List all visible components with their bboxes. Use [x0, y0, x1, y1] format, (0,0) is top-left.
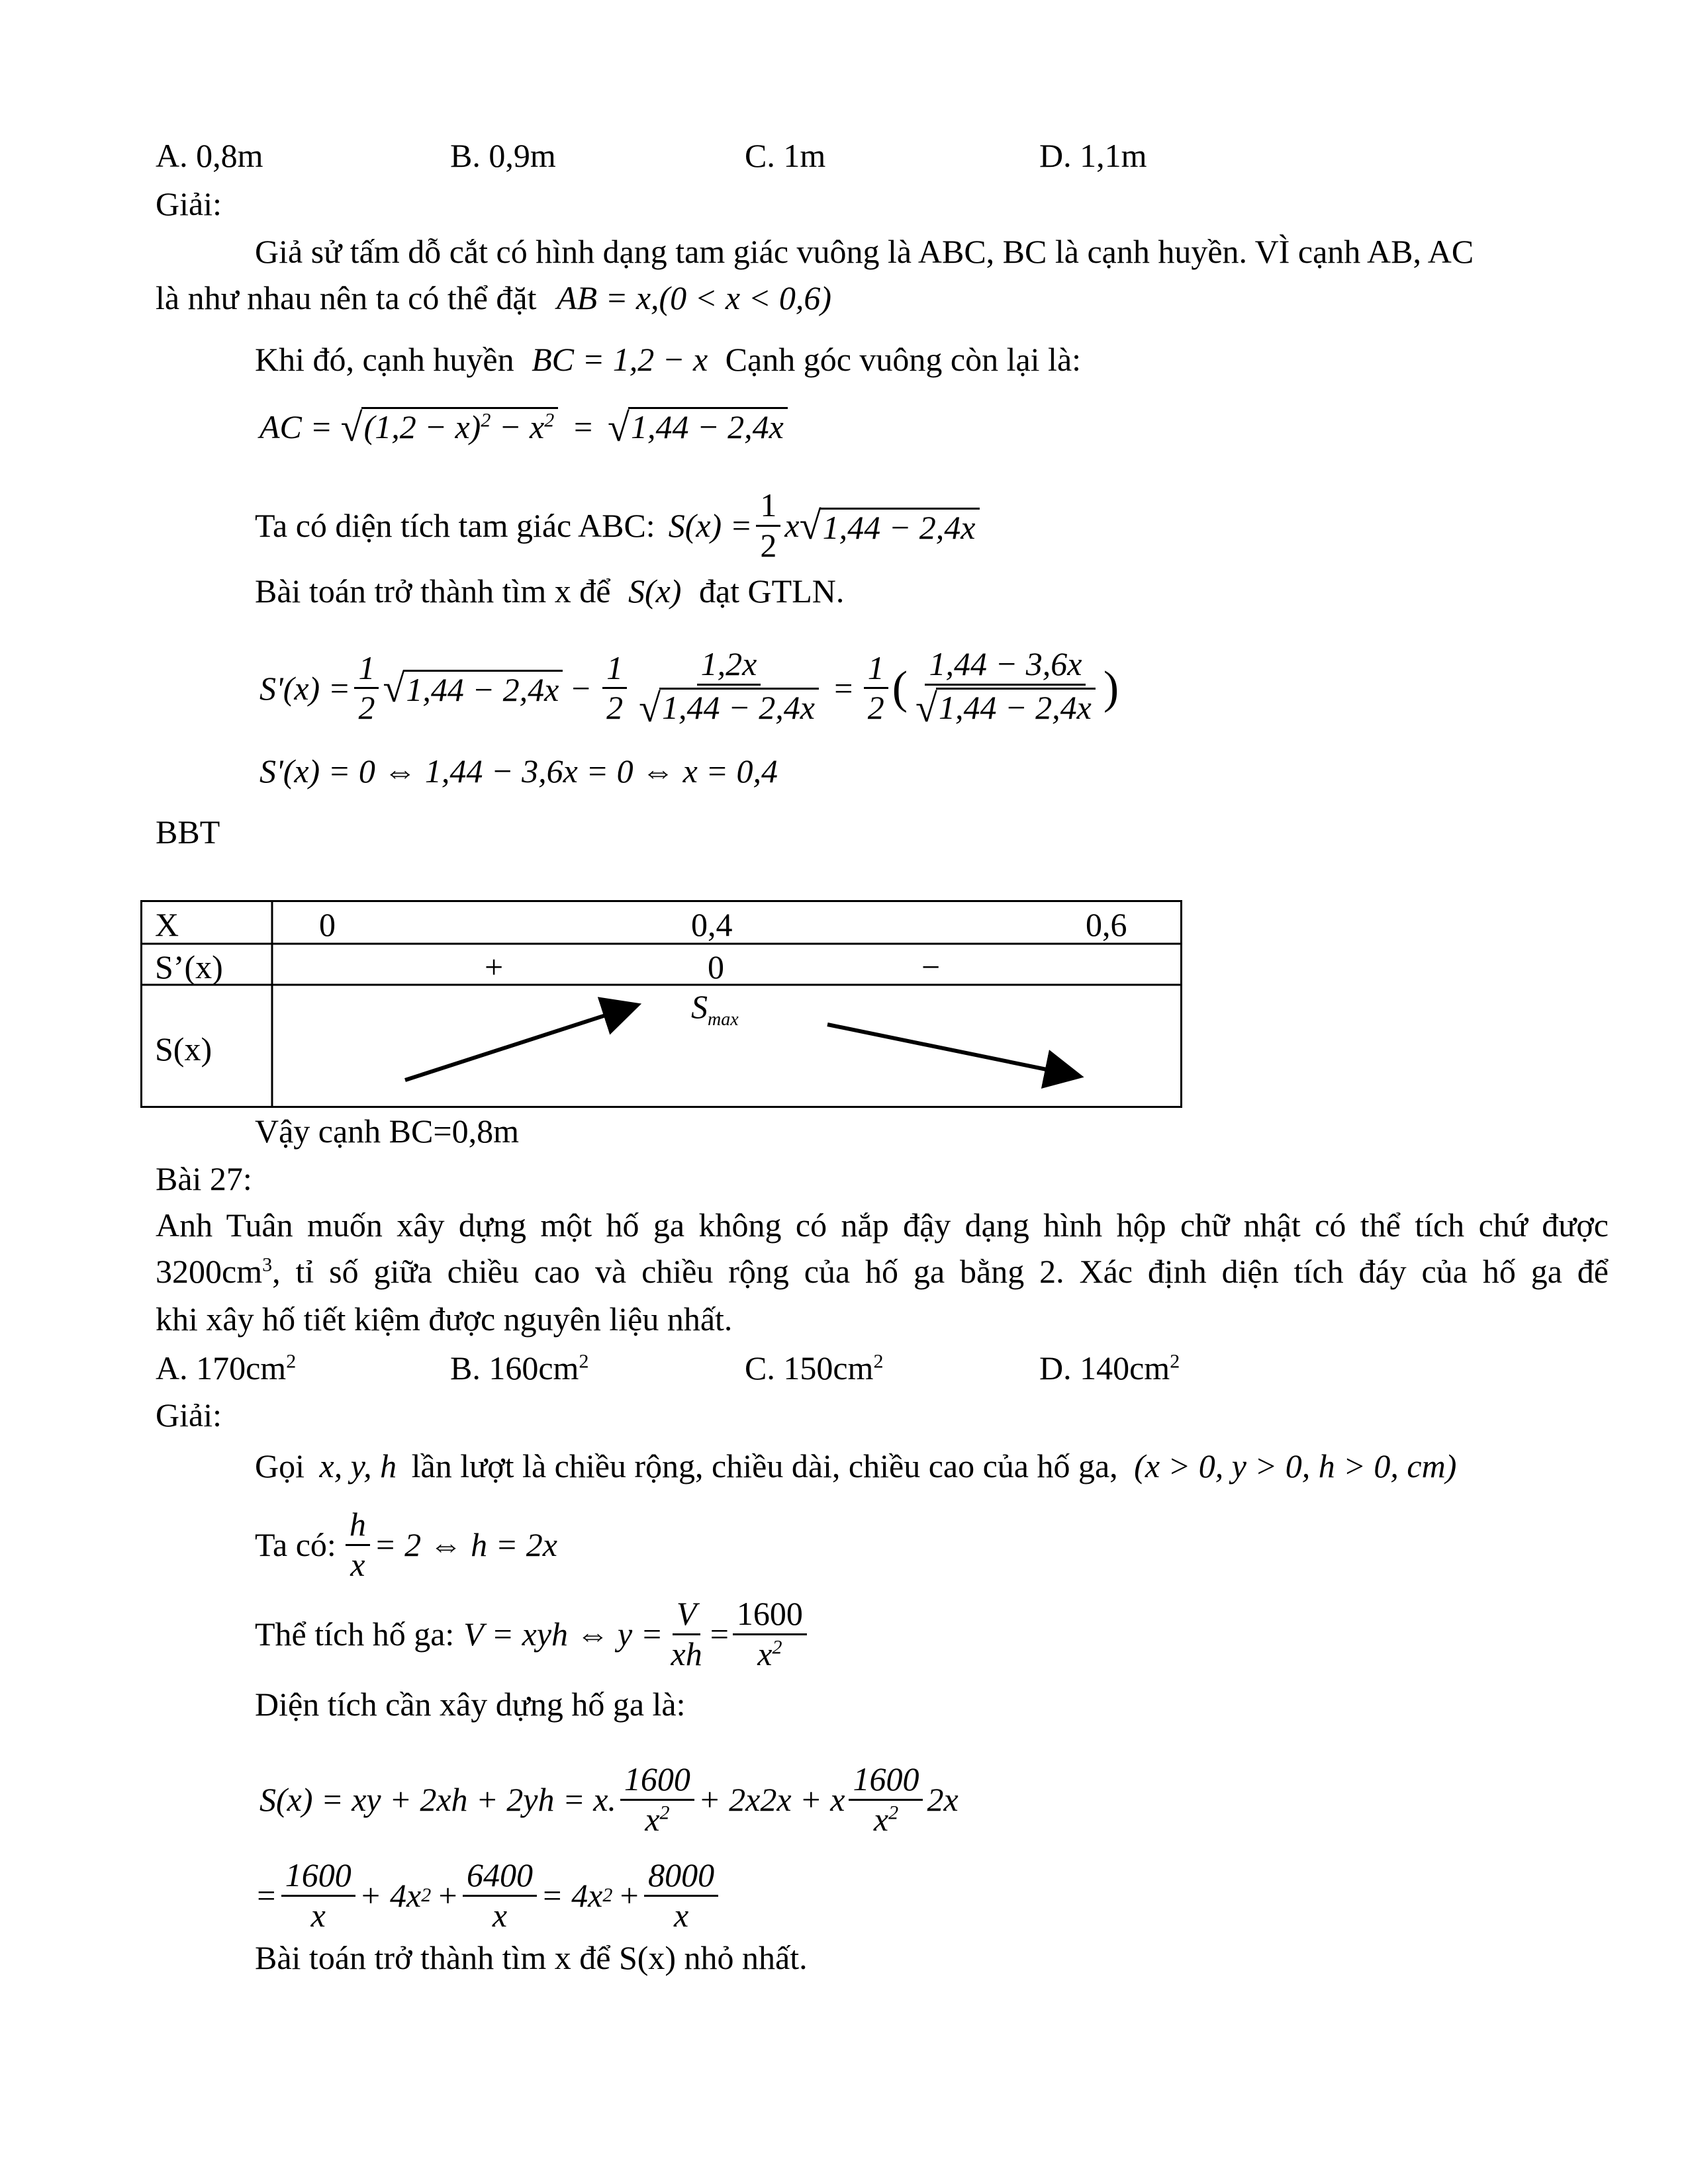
- ac-radicand-1: [361, 407, 559, 443]
- option-b-2-text: B. 160cm: [450, 1349, 579, 1387]
- sign-minus: −: [921, 948, 941, 985]
- derivative-half-3: [864, 649, 888, 727]
- frac-den: 2: [760, 526, 777, 564]
- frac-den: x: [492, 1896, 508, 1934]
- variables-desc: lần lượt là chiều rộng, chiều dài, chiều cao của hố ga,: [411, 1447, 1118, 1484]
- frac-den: [641, 1801, 673, 1839]
- s-max-s: S: [691, 988, 708, 1025]
- sqrt-sign-icon-3: √: [799, 504, 821, 547]
- derivative-lhs: S'(x) =: [259, 669, 351, 707]
- x-value-1: 0,4: [691, 906, 733, 943]
- final-goal: Bài toán trở thành tìm x để S(x) nhỏ nhất.: [255, 1939, 808, 1976]
- ac-formula: [259, 407, 788, 447]
- half-fraction: [756, 486, 780, 565]
- option-a-2-sup: 2: [286, 1350, 297, 1373]
- s-max-sub: max: [708, 1009, 739, 1030]
- sign-zero: 0: [708, 948, 724, 985]
- problem-27-title: Bài 27:: [156, 1160, 252, 1197]
- frac-den: x: [350, 1545, 365, 1583]
- frac-num: 1,44 − 3,6x: [925, 645, 1086, 686]
- khi-do-text: Khi đó, cạnh huyền: [255, 341, 514, 378]
- option-b: B. 0,9m: [450, 137, 556, 174]
- table-grid: [140, 900, 1182, 1108]
- goal-sx: S(x): [628, 572, 682, 610]
- frac-den: [635, 686, 823, 731]
- area-intro-text: Ta có diện tích tam giác ABC:: [255, 507, 655, 544]
- frac-den: [912, 686, 1100, 731]
- frac-num: 1600: [849, 1760, 923, 1801]
- ac-lhs: AC =: [259, 408, 333, 445]
- intro-line-1: Giả sử tấm dỗ cắt có hình dạng tam giác vuông là ABC, BC là cạnh huyền. VÌ cạnh AB, AC: [255, 233, 1474, 270]
- area-intro: Diện tích cần xây dựng hố ga là:: [255, 1686, 686, 1723]
- ta-co-text: Ta có:: [255, 1526, 336, 1563]
- solution-label: Giải:: [156, 185, 222, 222]
- frac-num: 1: [864, 649, 888, 690]
- goal-text: Bài toán trở thành tìm x để: [255, 572, 611, 610]
- option-a-2: [156, 1351, 296, 1385]
- bc-expression: BC = 1,2 − x: [532, 341, 708, 378]
- solution-label-2: Giải:: [156, 1396, 222, 1433]
- frac-den: xh: [671, 1635, 702, 1672]
- derivative-half-1: [354, 649, 379, 727]
- open-paren: (: [892, 662, 908, 713]
- square-exponent: 2: [481, 409, 491, 432]
- square-exponent-2: 2: [544, 409, 555, 432]
- ratio-equation: = 2 ⇔ h = 2x: [373, 1526, 558, 1563]
- frac-den: x: [310, 1896, 326, 1934]
- volume-line: [255, 1595, 811, 1673]
- surface-formula-2: = $\frac{1600}{x}$ + 4x 2 + $\frac{6400}{x}$ = 4x 2 + $\frac{8000}{x}$: [255, 1856, 722, 1934]
- equals-sign-3: =: [710, 1615, 729, 1653]
- frac-num: V: [673, 1595, 701, 1635]
- h-over-x: [346, 1506, 370, 1584]
- equals-sign-2: =: [831, 669, 855, 707]
- frac-num: 1: [354, 649, 379, 690]
- sqrt-sign-icon-4: √: [383, 666, 405, 710]
- surface-mid: + 2x2x + x: [698, 1781, 845, 1818]
- frac-num: 1600: [620, 1760, 694, 1801]
- y-fraction: [733, 1595, 807, 1673]
- x-base: x: [873, 1800, 889, 1838]
- x-exp: 2: [772, 1635, 782, 1658]
- frac-num: 1,2x: [697, 645, 761, 686]
- surface-frac-5: [644, 1856, 718, 1934]
- surface-frac-1: [620, 1760, 694, 1839]
- frac-num: 1600: [733, 1595, 807, 1635]
- canh-goc-text: Cạnh góc vuông còn lại là:: [725, 341, 1082, 378]
- x-var: x: [784, 507, 800, 544]
- ac-rad1-b: − x: [491, 408, 545, 445]
- frac-num: 8000: [644, 1856, 718, 1897]
- ab-definition: AB = x,(0 < x < 0,6): [557, 279, 832, 316]
- eq-4x: = 4x: [540, 1877, 603, 1914]
- volume-value: 3200cm: [156, 1253, 263, 1290]
- frac-num: 1600: [281, 1856, 355, 1897]
- x-exp: 2: [888, 1801, 899, 1823]
- goal-gtln: đạt GTLN.: [698, 572, 845, 610]
- variables-condition: (x > 0, y > 0, h > 0, cm): [1134, 1447, 1457, 1484]
- x-value-2: 0,6: [1086, 906, 1127, 943]
- frac-den: 2: [867, 689, 884, 727]
- x-base: x: [645, 1800, 660, 1838]
- frac-den: [753, 1635, 786, 1674]
- derivative-radicand-1: 1,44 − 2,4x: [403, 670, 563, 706]
- increasing-arrow-icon: [405, 1007, 630, 1080]
- frac-den: 2: [358, 689, 375, 727]
- decreasing-arrow-icon: [827, 1024, 1072, 1075]
- frac-den: [870, 1801, 902, 1839]
- option-d-2-text: D. 140cm: [1039, 1349, 1170, 1387]
- s-max-label: [691, 990, 739, 1029]
- row-label-x: X: [155, 906, 179, 943]
- option-c-2: [745, 1351, 883, 1385]
- surface-frac-3: [281, 1856, 355, 1934]
- surface-frac-2: [849, 1760, 923, 1839]
- problem-27-line-3: khi xây hố tiết kiệm được nguyên liệu nhất.: [156, 1300, 733, 1338]
- goal-line: [255, 574, 844, 608]
- problem-27-line-1: Anh Tuân muốn xây dựng một hố ga không có nắp đậy dạng hình hộp chữ nhật có thể tích chứ được: [156, 1206, 1609, 1244]
- goi-text: Gọi: [255, 1447, 305, 1484]
- surface-lhs: S(x) = xy + 2xh + 2yh = x.: [259, 1781, 616, 1818]
- option-c: C. 1m: [745, 137, 826, 174]
- ac-radicand-2: 1,44 − 2,4x: [628, 407, 788, 443]
- frac-num: 6400: [463, 1856, 537, 1897]
- equals-sign: =: [571, 408, 594, 445]
- surface-formula-1: [259, 1760, 959, 1839]
- hypotenuse-line: [255, 343, 1081, 376]
- denominator-radicand-2: 1,44 − 2,4x: [936, 688, 1096, 724]
- derivative-formula: [259, 645, 1119, 731]
- derivative-half-2: [602, 649, 627, 727]
- variation-table: [140, 900, 1182, 1108]
- ac-rad1-a: (1,2 − x): [363, 408, 481, 445]
- frac-num: 1: [756, 486, 780, 527]
- surface-frac-4: [463, 1856, 537, 1934]
- option-b-2: [450, 1351, 588, 1385]
- row-label-sprime: S’(x): [155, 948, 223, 985]
- frac-num: 1: [602, 649, 627, 690]
- problem-27-line-2: [156, 1255, 1609, 1288]
- sign-plus: +: [485, 948, 504, 985]
- derivative-zero: S'(x) = 0 ⇔ 1,44 − 3,6x = 0 ⇔ x = 0,4: [259, 752, 778, 790]
- sqrt-sign-icon-6: √: [915, 686, 937, 730]
- denominator-radicand: 1,44 − 2,4x: [659, 688, 819, 724]
- problem-27-line-2-rest: , tỉ số giữa chiều cao và chiều rộng của hố ga bằng 2. Xác định diện tích đáy của hố ga để: [272, 1253, 1609, 1290]
- x-exp: 2: [659, 1801, 670, 1823]
- option-d: D. 1,1m: [1039, 137, 1147, 174]
- option-a-2-text: A. 170cm: [156, 1349, 287, 1387]
- plus-sign: +: [436, 1877, 459, 1914]
- row-label-s: S(x): [155, 1030, 212, 1068]
- surface-end: 2x: [927, 1781, 959, 1818]
- option-d-2-sup: 2: [1170, 1350, 1180, 1373]
- conclusion: Vậy cạnh BC=0,8m: [255, 1113, 519, 1150]
- x-value-0: 0: [319, 906, 336, 943]
- area-line: [255, 486, 980, 565]
- variables-line: [255, 1449, 1456, 1482]
- derivative-inner-fraction: [635, 645, 823, 731]
- frac-den: 2: [606, 689, 624, 727]
- bbt-label: BBT: [156, 813, 220, 850]
- v-over-xh: [667, 1595, 706, 1673]
- option-b-2-sup: 2: [579, 1350, 589, 1373]
- plus-4x: + 4x: [359, 1877, 422, 1914]
- intro-line-2-text: là như nhau nên ta có thể đặt: [156, 279, 537, 316]
- frac-num: h: [346, 1506, 370, 1546]
- variables-xyh: x, y, h: [319, 1447, 397, 1484]
- option-c-2-text: C. 150cm: [745, 1349, 874, 1387]
- close-paren: ): [1103, 662, 1119, 713]
- sqrt-sign-icon: √: [340, 406, 363, 449]
- derivative-combined-fraction: [912, 645, 1100, 731]
- ratio-line: [255, 1506, 557, 1584]
- volume-equation: V = xyh ⇔ y =: [463, 1615, 663, 1653]
- x-base: x: [757, 1635, 773, 1672]
- frac-den: x: [674, 1896, 689, 1934]
- minus-sign: −: [569, 669, 592, 707]
- area-lhs: S(x) =: [668, 507, 753, 544]
- area-radicand: 1,44 − 2,4x: [820, 508, 980, 544]
- option-a: A. 0,8m: [156, 137, 263, 174]
- eq-start: =: [255, 1877, 277, 1914]
- sqrt-sign-icon-2: √: [608, 406, 630, 449]
- volume-text: Thể tích hố ga:: [255, 1615, 455, 1653]
- volume-unit-exp: 3: [262, 1253, 273, 1276]
- sqrt-sign-icon-5: √: [639, 686, 661, 730]
- intro-line-2: [156, 281, 831, 314]
- option-c-2-sup: 2: [873, 1350, 884, 1373]
- option-d-2: [1039, 1351, 1180, 1385]
- plus-sign-2: +: [618, 1877, 641, 1914]
